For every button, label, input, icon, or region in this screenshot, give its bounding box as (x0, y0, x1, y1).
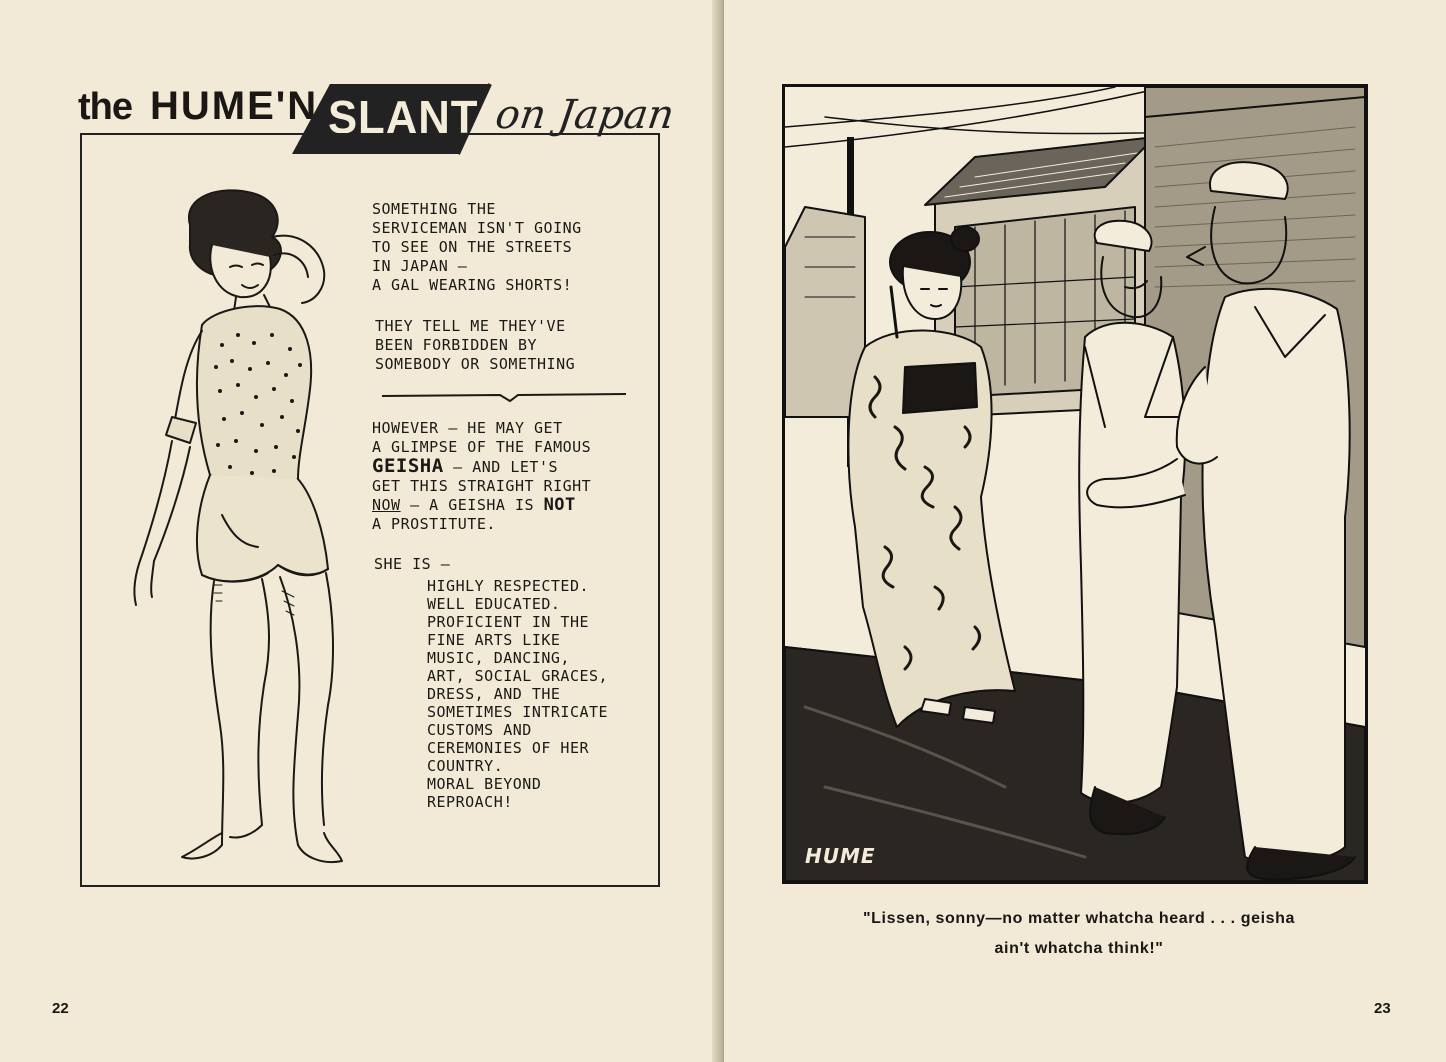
girl-in-shorts-illustration (102, 185, 402, 885)
header-the: the (78, 86, 132, 128)
text-not-word: NOT (543, 495, 576, 515)
text-p3-d: A PROSTITUTE. (372, 515, 496, 533)
text-geisha-word: GEISHA (372, 455, 444, 477)
text-geisha-intro (372, 419, 662, 534)
illustration-panel (80, 133, 660, 887)
left-page (0, 0, 720, 1062)
sailors-cartoon (782, 84, 1368, 884)
text-forbidden: THEY TELL ME THEY'VE BEEN FORBIDDEN BY SOMEBODY OR SOMETHING (375, 317, 576, 373)
text-now-word: NOW (372, 496, 401, 514)
hand-drawn-divider (380, 390, 628, 404)
text-no-shorts: SOMETHING THE SERVICEMAN ISN'T GOING TO SEE ON THE STREETS IN JAPAN — A GAL WEARING SHORTS! (372, 200, 582, 294)
cartoon-caption (784, 904, 1374, 964)
text-geisha-qualities: HIGHLY RESPECTED. WELL EDUCATED. PROFICIENT IN THE FINE ARTS LIKE MUSIC, DANCING, ART, SOCIAL GRACES, DRESS, AND THE SOMETIMES INTRICATE CUSTOMS AND CEREMONIES OF HER COUNTRY. MORAL BEYOND REPROACH! (427, 577, 609, 811)
page-number-left: 22 (52, 1000, 69, 1017)
text-p3-a: HOWEVER — HE MAY GET A GLIMPSE OF THE FAMOUS (372, 419, 592, 456)
text-p3-c: — A GEISHA IS (400, 496, 544, 514)
text-she-is: SHE IS — (374, 555, 451, 573)
caption-line-1: "Lissen, sonny—no matter whatcha heard . . . geisha (862, 910, 1296, 927)
text-p3-b: — AND LET'S GET THIS STRAIGHT RIGHT (372, 458, 592, 495)
header-slant: SLANT (327, 91, 479, 143)
header-humen: HUME'N (150, 84, 319, 128)
artist-signature: HUME (805, 844, 876, 868)
right-page (724, 0, 1446, 1062)
header-on-japan: on Japan (492, 92, 677, 138)
caption-line-2: ain't whatcha think!" (994, 940, 1164, 957)
page-number-right: 23 (1374, 1000, 1391, 1017)
cartoon-illustration (785, 87, 1365, 881)
